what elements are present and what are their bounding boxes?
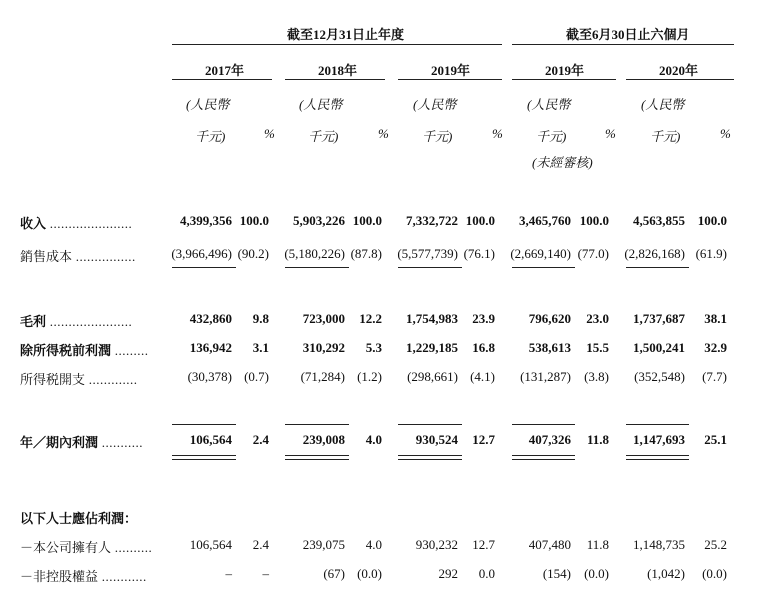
- year-2017: 2017年: [205, 63, 245, 78]
- percent-cell: 2.4: [252, 537, 269, 552]
- amount-cell: 1,737,687: [633, 311, 685, 326]
- percent-cell: 100.0: [697, 213, 727, 228]
- amount-cell: 239,008: [302, 432, 345, 447]
- amount-cell: 106,564: [189, 537, 232, 552]
- year-2019: 2019年: [431, 63, 471, 78]
- amount-cell: (67): [323, 566, 345, 581]
- leader-dots: .............: [85, 372, 138, 387]
- amount-cell: 538,613: [528, 340, 571, 355]
- percent-cell: (3.8): [584, 369, 609, 384]
- year-2020-half-rule: [626, 79, 734, 80]
- row-label: [20, 213, 132, 232]
- amount-cell: 106,564: [189, 432, 232, 447]
- amount-cell: (154): [542, 566, 571, 581]
- row-label-text: 銷售成本: [20, 249, 73, 264]
- amount-cell: 7,332,722: [406, 213, 458, 228]
- amount-cell: 930,232: [415, 537, 458, 552]
- unit-line2-2017: 千元): [195, 129, 226, 144]
- unit-line1-2019h: (人民幣: [527, 97, 571, 112]
- amount-cell: 1,500,241: [633, 340, 685, 355]
- percent-cell: 12.2: [359, 311, 382, 326]
- subtotal-rule: [285, 267, 349, 268]
- percent-cell: 2.4: [252, 432, 269, 447]
- total-double-rule: [285, 455, 349, 460]
- percent-cell: (77.0): [577, 246, 609, 261]
- total-double-rule: [172, 455, 236, 460]
- amount-cell: 3,465,760: [519, 213, 571, 228]
- unit-pct-2019h: %: [605, 126, 616, 141]
- amount-cell: 432,860: [189, 311, 232, 326]
- percent-cell: 100.0: [352, 213, 382, 228]
- year-2019-half-rule: [512, 79, 616, 80]
- percent-cell: 16.8: [472, 340, 495, 355]
- row-label-text: －本公司擁有人: [20, 540, 112, 555]
- row-label: [20, 369, 138, 388]
- unit-line2-2020h: 千元): [650, 129, 681, 144]
- group-header-half-rule: [512, 44, 734, 45]
- percent-cell: 100.0: [579, 213, 609, 228]
- percent-cell: 11.8: [586, 432, 609, 447]
- amount-cell: 5,903,226: [293, 213, 345, 228]
- row-label-text: 收入: [20, 216, 47, 231]
- percent-cell: 11.8: [586, 537, 609, 552]
- percent-cell: 15.5: [586, 340, 609, 355]
- year-2019-half: 2019年: [545, 63, 585, 78]
- percent-cell: 4.0: [365, 537, 382, 552]
- total-top-rule: [512, 424, 575, 425]
- year-2017-rule: [172, 79, 272, 80]
- percent-cell: (0.0): [357, 566, 382, 581]
- percent-cell: –: [262, 566, 269, 581]
- amount-cell: 310,292: [302, 340, 345, 355]
- percent-cell: (0.7): [244, 369, 269, 384]
- percent-cell: 25.1: [704, 432, 727, 447]
- unit-line2-2019: 千元): [422, 129, 453, 144]
- unit-pct-2020h: %: [720, 126, 731, 141]
- amount-cell: 723,000: [302, 311, 345, 326]
- unit-line1-2020h: (人民幣: [641, 97, 685, 112]
- percent-cell: (0.0): [702, 566, 727, 581]
- row-label-text: 所得税開支: [20, 372, 86, 387]
- leader-dots: ................: [72, 249, 136, 264]
- percent-cell: (76.1): [463, 246, 495, 261]
- year-2018: 2018年: [318, 63, 358, 78]
- subtotal-rule: [398, 267, 462, 268]
- subtotal-rule: [512, 267, 575, 268]
- subtotal-rule: [626, 267, 689, 268]
- unit-line2-2018: 千元): [308, 129, 339, 144]
- leader-dots: ......................: [46, 314, 133, 329]
- group-header-year-rule: [172, 44, 502, 45]
- unit-pct-2017: %: [264, 126, 275, 141]
- percent-cell: (87.8): [350, 246, 382, 261]
- amount-cell: (71,284): [300, 369, 345, 384]
- row-label: [20, 566, 147, 585]
- row-label-text: 年／期內利潤: [20, 435, 99, 450]
- row-label: [20, 537, 152, 556]
- amount-cell: (3,966,496): [171, 246, 232, 261]
- unit-pct-2018: %: [378, 126, 389, 141]
- percent-cell: (1.2): [357, 369, 382, 384]
- percent-cell: 23.9: [472, 311, 495, 326]
- percent-cell: 12.7: [472, 432, 495, 447]
- total-top-rule: [626, 424, 689, 425]
- percent-cell: (90.2): [237, 246, 269, 261]
- percent-cell: (4.1): [470, 369, 495, 384]
- percent-cell: 9.8: [252, 311, 269, 326]
- unit-line1-2017: (人民幣: [186, 97, 230, 112]
- unit-line2-2019h: 千元): [536, 129, 567, 144]
- row-label: [20, 311, 132, 330]
- subtotal-rule: [172, 267, 236, 268]
- percent-cell: 12.7: [472, 537, 495, 552]
- amount-cell: (5,180,226): [284, 246, 345, 261]
- group-header-year: 截至12月31日止年度: [287, 27, 405, 42]
- amount-cell: 930,524: [415, 432, 458, 447]
- row-label-text: 除所得税前利潤: [20, 343, 112, 358]
- amount-cell: 407,480: [528, 537, 571, 552]
- year-2019-rule: [398, 79, 502, 80]
- leader-dots: ............: [98, 569, 147, 584]
- amount-cell: (352,548): [634, 369, 685, 384]
- percent-cell: 32.9: [704, 340, 727, 355]
- percent-cell: (61.9): [695, 246, 727, 261]
- percent-cell: (0.0): [584, 566, 609, 581]
- amount-cell: (2,669,140): [510, 246, 571, 261]
- row-label-text: 以下人士應佔利潤：: [20, 511, 138, 526]
- unit-unaudited: (未經審核): [532, 155, 593, 170]
- total-double-rule: [626, 455, 689, 460]
- unit-line1-2019: (人民幣: [413, 97, 457, 112]
- percent-cell: 25.2: [704, 537, 727, 552]
- percent-cell: 0.0: [478, 566, 495, 581]
- amount-cell: 1,148,735: [633, 537, 685, 552]
- group-header-half: 截至6月30日止六個月: [566, 27, 690, 42]
- row-label-text: －非控股權益: [20, 569, 99, 584]
- total-double-rule: [512, 455, 575, 460]
- amount-cell: (131,287): [520, 369, 571, 384]
- year-2020-half: 2020年: [659, 63, 699, 78]
- amount-cell: (298,661): [407, 369, 458, 384]
- percent-cell: 38.1: [704, 311, 727, 326]
- row-label: [20, 246, 136, 265]
- amount-cell: 407,326: [528, 432, 571, 447]
- row-label: [20, 432, 143, 451]
- amount-cell: 136,942: [189, 340, 232, 355]
- amount-cell: 239,075: [302, 537, 345, 552]
- amount-cell: (2,826,168): [624, 246, 685, 261]
- leader-dots: ...........: [98, 435, 144, 450]
- total-top-rule: [398, 424, 462, 425]
- percent-cell: 5.3: [365, 340, 382, 355]
- unit-line1-2018: (人民幣: [299, 97, 343, 112]
- row-label-text: 毛利: [20, 314, 47, 329]
- amount-cell: (30,378): [187, 369, 232, 384]
- percent-cell: 100.0: [465, 213, 495, 228]
- percent-cell: 100.0: [239, 213, 269, 228]
- amount-cell: 1,147,693: [633, 432, 685, 447]
- amount-cell: (1,042): [647, 566, 685, 581]
- leader-dots: .........: [111, 343, 149, 358]
- amount-cell: 1,229,185: [406, 340, 458, 355]
- percent-cell: 23.0: [586, 311, 609, 326]
- total-top-rule: [172, 424, 236, 425]
- amount-cell: 1,754,983: [406, 311, 458, 326]
- year-2018-rule: [285, 79, 385, 80]
- row-label: [20, 508, 137, 527]
- total-double-rule: [398, 455, 462, 460]
- percent-cell: 4.0: [365, 432, 382, 447]
- amount-cell: 292: [438, 566, 458, 581]
- unit-pct-2019: %: [492, 126, 503, 141]
- row-label: [20, 340, 149, 359]
- amount-cell: 4,563,855: [633, 213, 685, 228]
- leader-dots: ......................: [46, 216, 133, 231]
- amount-cell: 796,620: [528, 311, 571, 326]
- percent-cell: (7.7): [702, 369, 727, 384]
- amount-cell: (5,577,739): [397, 246, 458, 261]
- percent-cell: 3.1: [252, 340, 269, 355]
- amount-cell: 4,399,356: [180, 213, 232, 228]
- leader-dots: ..........: [111, 540, 153, 555]
- amount-cell: –: [225, 566, 232, 581]
- total-top-rule: [285, 424, 349, 425]
